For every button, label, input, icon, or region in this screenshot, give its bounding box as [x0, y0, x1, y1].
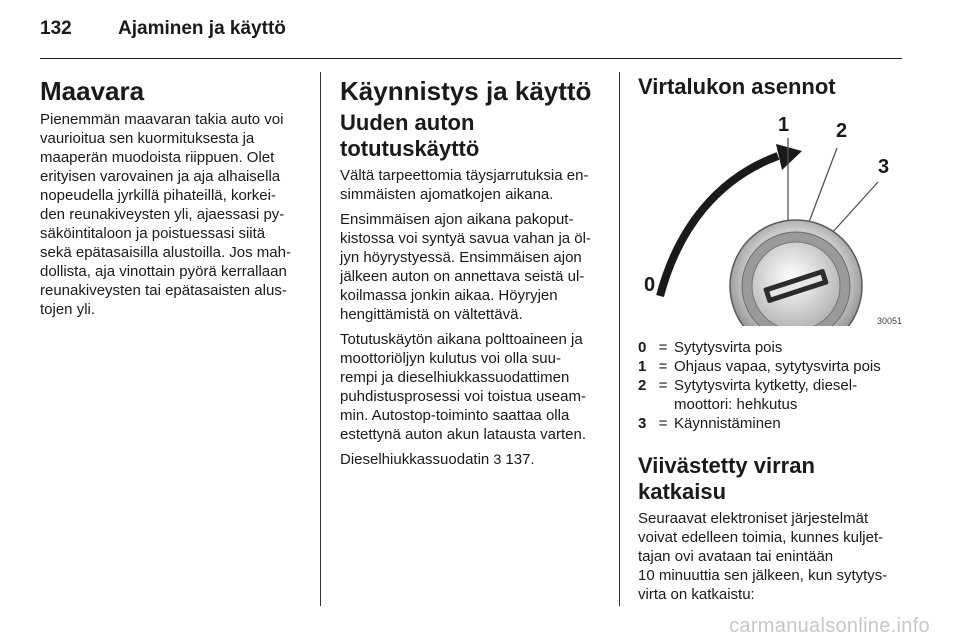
text-line: Sytytysvirta kytketty, diesel- — [674, 377, 858, 394]
legend-item — [638, 357, 904, 376]
legend-item — [638, 414, 904, 433]
legend-key: 0 — [638, 339, 647, 356]
delayed-power-off-paragraph — [638, 509, 904, 604]
text-line: Seuraavat elektroniset järjestelmät — [638, 510, 869, 527]
ignition-legend — [638, 338, 904, 433]
legend-key: 2 — [638, 377, 647, 394]
site-watermark: carmanualsonline.info — [729, 615, 930, 637]
ignition-switch-figure — [638, 108, 904, 326]
page-reference-arrow-icon: 3 — [493, 451, 502, 467]
text-line: voivat edelleen toimia, kunnes kuljet- — [638, 529, 884, 546]
header-divider — [40, 58, 902, 59]
text-line: simmäisten ajomatkojen aikana. — [340, 186, 554, 203]
text-line: nopeudella jyrkillä pihateillä, korkei- — [40, 187, 276, 204]
text-line: puhdistusprosessi voi toistua useam- — [340, 388, 586, 405]
text-line: tajan ovi avataan tai enintään — [638, 548, 834, 565]
text-line: erityisen varovainen ja aja alhaisella — [40, 168, 281, 185]
legend-key: 3 — [638, 415, 647, 432]
legend-item — [638, 338, 904, 357]
text-line: jälkeen auton on annettava seistä ul- — [340, 268, 585, 285]
text-line: Vältä tarpeettomia täysjarrutuksia en- — [340, 167, 589, 184]
text-line: jyn höyrystyessä. Ensimmäisen ajon — [340, 249, 582, 266]
column-divider-1 — [320, 72, 321, 606]
column-ground-clearance — [40, 74, 308, 325]
text-line: tojen yli. — [40, 301, 96, 318]
legend-value — [674, 376, 857, 414]
text-line: maaperän muodoista riippuen. Olet — [40, 149, 275, 166]
text-line: moottori: hehkutus — [674, 396, 798, 413]
text-line: Totutuskäytön aikana polttoaineen ja — [340, 331, 583, 348]
ignition-switch-diagram — [638, 108, 904, 326]
text-line: kistossa voi syntyä savua vahan ja öl- — [340, 230, 591, 247]
legend-value — [674, 357, 881, 376]
figure-code: 30051 — [876, 316, 902, 326]
legend-equals: = — [658, 415, 668, 432]
text-line: estettynä auton akun latausta varten. — [340, 426, 586, 443]
section-heading-ignition: Virtalukon asennot — [638, 74, 836, 99]
text-line: Ohjaus vapaa, sytytysvirta pois — [674, 358, 881, 375]
legend-equals: = — [658, 358, 668, 375]
legend-value — [674, 338, 782, 357]
chapter-title: Ajaminen ja käyttö — [118, 18, 286, 39]
section-heading-ground-clearance: Maavara — [40, 76, 145, 106]
column-ignition-positions — [638, 74, 904, 610]
subheading-running-in: Uuden auton totutuskäyttö — [340, 110, 480, 161]
text-line: Ensimmäisen ajon aikana pakoput- — [340, 211, 574, 228]
running-in-paragraph-2 — [340, 210, 606, 324]
position-label-3: 3 — [878, 156, 890, 178]
position-label-1: 1 — [778, 114, 790, 136]
text-line: Pienemmän maavaran takia auto voi — [40, 111, 284, 128]
section-heading-starting: Käynnistys ja käyttö — [340, 76, 592, 106]
text-line: Käynnistäminen — [674, 415, 781, 432]
legend-key: 1 — [638, 358, 647, 375]
subheading-delayed-power-off: Viivästetty virran katkaisu — [638, 453, 815, 504]
text-line: reunakiveysten tai epätasaisten alus- — [40, 282, 287, 299]
text-line: koilmassa jonkin aikaa. Höyryjen — [340, 287, 558, 304]
legend-equals: = — [658, 377, 668, 394]
reference-page: 137. — [505, 451, 535, 468]
legend-equals: = — [658, 339, 668, 356]
column-divider-2 — [619, 72, 620, 606]
text-line: moottoriöljyn kulutus voi olla suu- — [340, 350, 561, 367]
running-in-paragraph-3 — [340, 330, 606, 444]
text-line: rempi ja dieselhiukkassuodattimen — [340, 369, 570, 386]
legend-item — [638, 376, 904, 414]
text-line: säköintitaloon ja poistuessasi siitä — [40, 225, 266, 242]
cross-reference[interactable] — [340, 450, 606, 469]
position-label-0: 0 — [644, 274, 656, 296]
position-label-2: 2 — [836, 120, 848, 142]
reference-text: Dieselhiukkassuodatin — [340, 451, 490, 468]
text-line: hengittämistä on vältettävä. — [340, 306, 523, 323]
legend-value — [674, 414, 781, 433]
text-line: Sytytysvirta pois — [674, 339, 783, 356]
running-in-paragraph-1 — [340, 166, 606, 204]
column-starting-operating — [340, 74, 606, 475]
text-line: min. Autostop-toiminto saattaa olla — [340, 407, 570, 424]
text-line: vaurioitua sen kuormituksesta ja — [40, 130, 255, 147]
text-line: dollista, aja vinottain pyörä kerrallaan — [40, 263, 287, 280]
text-line: den reunakiveysten yli, ajaessasi py- — [40, 206, 285, 223]
text-line: sekä epätasaisilla alustoilla. Jos mah- — [40, 244, 291, 261]
page-number: 132 — [40, 18, 72, 39]
text-line: 10 minuuttia sen jälkeen, kun sytytys- — [638, 567, 888, 584]
ground-clearance-paragraph — [40, 110, 308, 319]
text-line: virta on katkaistu: — [638, 586, 755, 603]
